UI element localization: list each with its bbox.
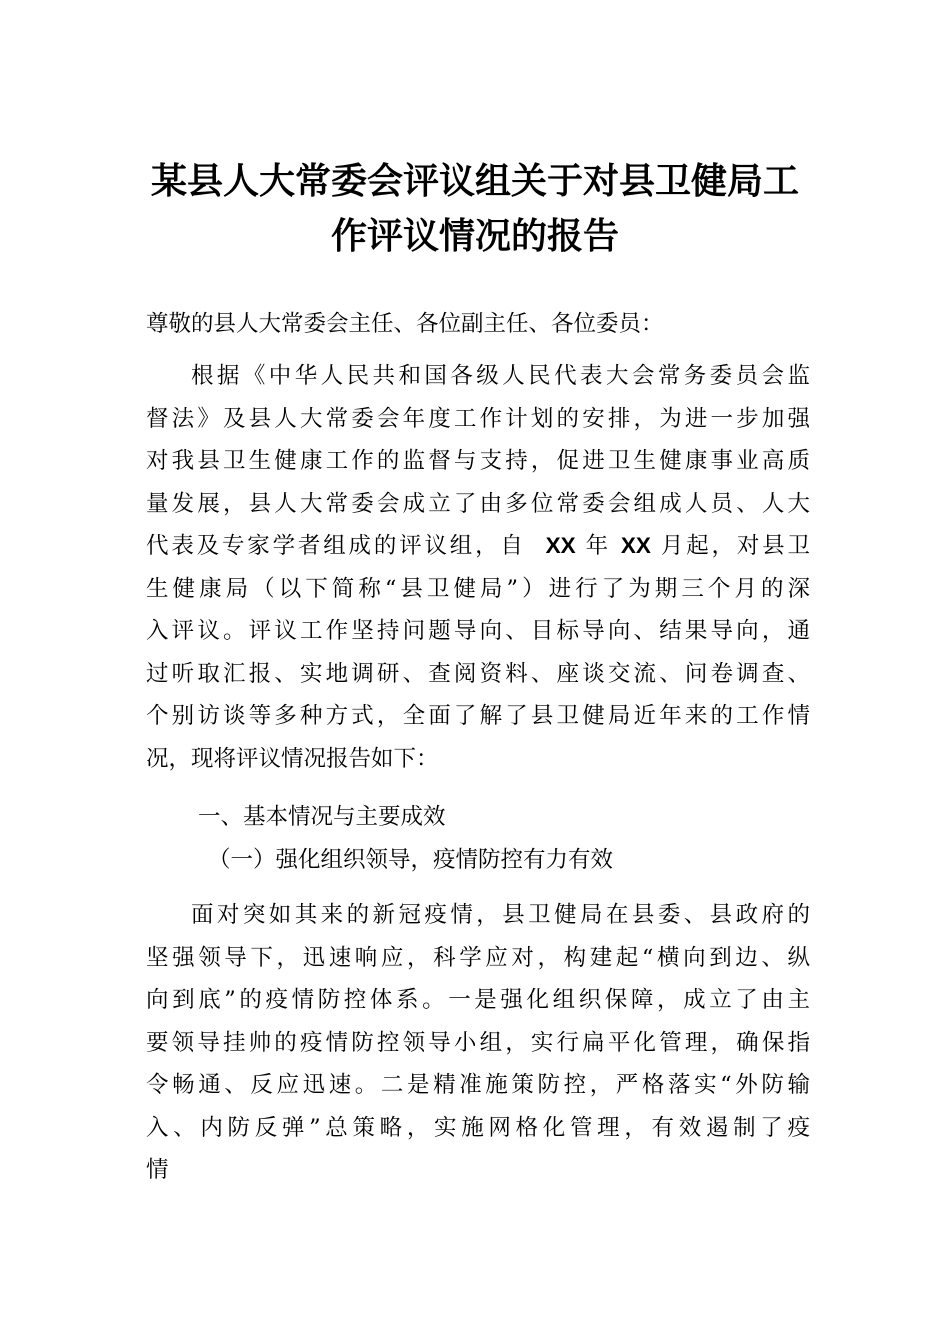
salutation: 尊敬的县人大常委会主任、各位副主任、各位委员： (146, 311, 664, 337)
subsection-heading-1: （一）强化组织领导，疫情防控有力有效 (208, 847, 614, 873)
paragraph-2-line: 要领导挂帅的疫情防控领导小组，实行扁平化管理，确保指 (146, 1029, 810, 1056)
paragraph-2-line: 入、内防反弹”总策略，实施网格化管理，有效遏制了疫 (146, 1114, 810, 1141)
paragraph-1-line: 根据《中华人民共和国各级人民代表大会常务委员会监 (191, 363, 810, 389)
paragraph-1 (146, 355, 810, 780)
paragraph-2 (146, 894, 810, 1192)
month-placeholder: XX (620, 533, 651, 558)
paragraph-1-line: 量发展，县人大常委会成立了由多位常委会组成人员、人大 (146, 490, 810, 517)
month-label: 月起，对县卫 (660, 533, 810, 559)
paragraph-1-line: 对我县卫生健康工作的监督与支持，促进卫生健康事业高质 (146, 448, 810, 474)
paragraph-1-line: 入评议。评议工作坚持问题导向、目标导向、结果导向，通 (146, 618, 810, 644)
document-title-line-1: 某县人大常委会评议组关于对县卫健局工 (150, 161, 799, 202)
document-title-line-2: 作评议情况的报告 (330, 216, 619, 257)
paragraph-1-line: 生健康局（以下简称“县卫健局”）进行了为期三个月的深 (146, 575, 810, 602)
paragraph-1-line: 过听取汇报、实地调研、查阅资料、座谈交流、问卷调查、 (146, 660, 810, 687)
paragraph-2-line: 面对突如其来的新冠疫情，县卫健局在县委、县政府的 (191, 902, 810, 928)
section-heading-1: 一、基本情况与主要成效 (198, 804, 446, 830)
year-label: 年 (585, 533, 611, 559)
paragraph-2-line: 情 (146, 1157, 169, 1183)
year-placeholder: XX (545, 533, 576, 558)
date-intro-text: 代表及专家学者组成的评议组，自 (146, 533, 526, 559)
paragraph-1-line: 督法》及县人大常委会年度工作计划的安排，为进一步加强 (146, 405, 810, 432)
paragraph-1-line: 个别访谈等多种方式，全面了解了县卫健局近年来的工作情 (146, 703, 810, 729)
paragraph-2-line: 令畅通、反应迅速。二是精准施策防控，严格落实“外防输 (146, 1072, 810, 1098)
paragraph-2-line: 坚强领导下，迅速响应，科学应对，构建起“横向到边、纵 (146, 944, 810, 971)
paragraph-1-line-with-date (146, 525, 810, 568)
paragraph-1-line: 况，现将评议情况报告如下： (146, 745, 439, 772)
paragraph-2-line: 向到底”的疫情防控体系。一是强化组织保障，成立了由主 (146, 987, 810, 1013)
